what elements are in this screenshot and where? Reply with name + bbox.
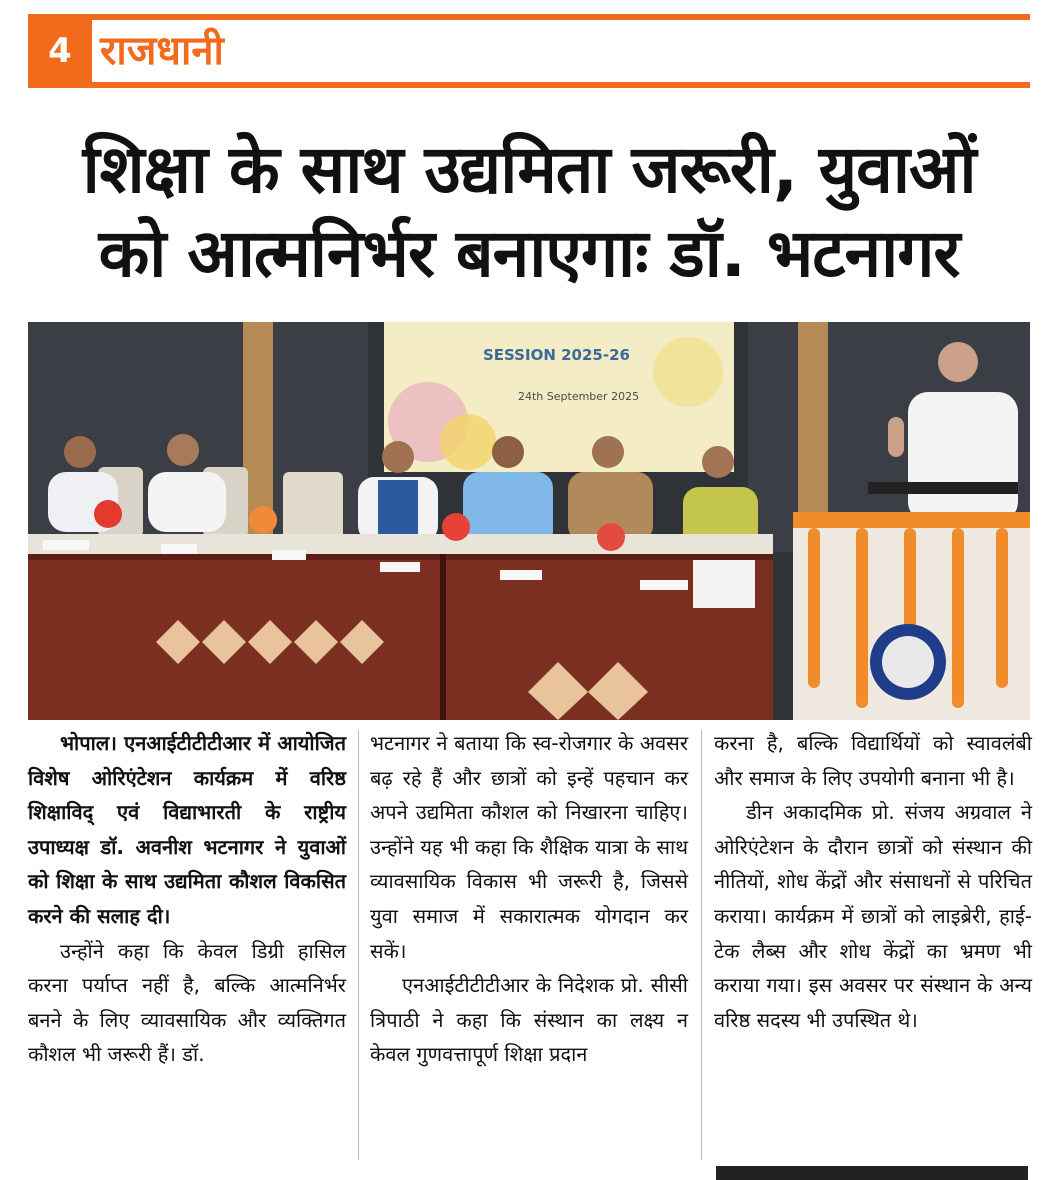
photo-illustration [28, 322, 1030, 720]
dateline: भोपाल। [60, 731, 117, 755]
article-column-1 [28, 726, 346, 1072]
column-rule-2 [701, 730, 702, 1160]
news-photo [28, 322, 1030, 720]
paragraph-3: एनआईटीटीटीआर के निदेशक प्रो. सीसी त्रिपाठी ने कहा कि संस्थान का लक्ष्य न केवल गुणवत्तापूर्ण शिक्षा प्रदान [370, 973, 688, 1067]
headline-line-1: शिक्षा के साथ उद्यमिता जरूरी, युवाओं [82, 131, 976, 208]
section-label-box [92, 20, 1032, 82]
next-article-strip [716, 1166, 1028, 1180]
headline [28, 128, 1030, 296]
article-body [28, 726, 1030, 1166]
lead-paragraph [28, 726, 346, 934]
column-rule-1 [358, 730, 359, 1160]
paragraph-3-continued: करना है, बल्कि विद्यार्थियों को स्वावलंबी और समाज के लिए उपयोगी बनाना भी है। [714, 731, 1032, 790]
paragraph-4: डीन अकादमिक प्रो. संजय अग्रवाल ने ओरिएंटेशन के दौरान छात्रों को संस्थान की नीतियों, शोध केंद्रों और संसाधनों से परिचित कराया। कार्यक्रम में छात्रों को लाइब्रेरी, हाई-टेक लैब्स और शोध केंद्रों का भ्रमण भी कराया गया। इस अवसर पर संस्थान के अन्य वरिष्ठ सदस्य भी उपस्थित थे। [714, 800, 1032, 1032]
section-header [0, 14, 1054, 88]
headline-line-2: को आत्मनिर्भर बनाएगाः डॉ. भटनागर [98, 215, 960, 292]
paragraph-2-continued: भटनागर ने बताया कि स्व-रोजगार के अवसर बढ़ रहे हैं और छात्रों को इन्हें पहचान कर अपने उद्यमिता कौशल को निखारना चाहिए। उन्होंने यह भी कहा कि शैक्षिक यात्रा के साथ व्यावसायिक विकास भी जरूरी है, जिससे युवा समाज में सकारात्मक योगदान कर सकें। [370, 731, 688, 963]
section-name: राजधानी [100, 28, 224, 74]
screen-session-text: SESSION 2025-26 [483, 346, 630, 364]
article-column-3 [714, 726, 1032, 1037]
paragraph-2: उन्होंने कहा कि केवल डिग्री हासिल करना पर्याप्त नहीं है, बल्कि आत्मनिर्भर बनने के लिए व्यावसायिक और व्यक्तिगत कौशल भी जरूरी हैं। डॉ. [28, 938, 346, 1067]
article-column-2 [370, 726, 688, 1072]
book-stack [693, 560, 755, 608]
page-number: 4 [48, 31, 72, 71]
conference-table [28, 534, 773, 720]
lead-text: एनआईटीटीटीआर में आयोजित विशेष ओरिएंटेशन कार्यक्रम में वरिष्ठ शिक्षाविद् एवं विद्याभारती के राष्ट्रीय उपाध्यक्ष डॉ. अवनीश भटनागर ने युवाओं को शिक्षा के साथ उद्यमिता कौशल विकसित करने की सलाह दी। [28, 731, 346, 928]
screen-date-text: 24th September 2025 [518, 390, 640, 403]
